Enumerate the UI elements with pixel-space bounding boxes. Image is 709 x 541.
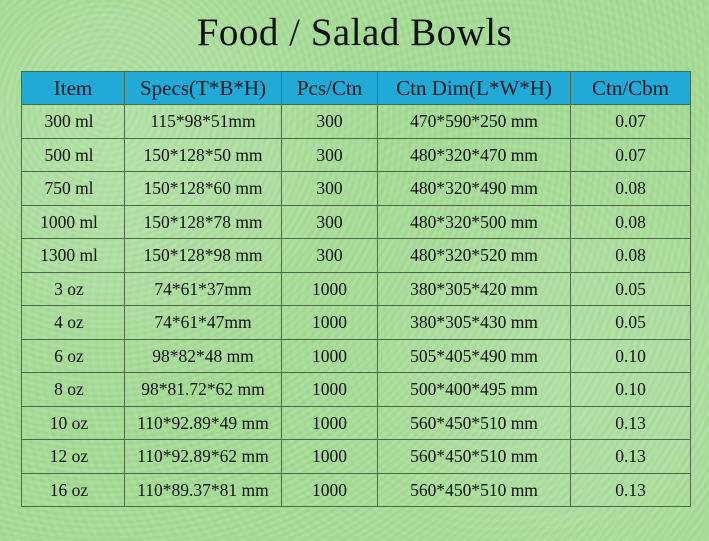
cell-ctn-dim: 480*320*470 mm <box>378 138 571 172</box>
cell-specs: 98*82*48 mm <box>125 339 282 373</box>
table-row <box>22 138 691 172</box>
cell-ctn-dim: 480*320*500 mm <box>378 205 571 239</box>
table-body <box>22 105 691 507</box>
cell-item: 8 oz <box>22 373 125 407</box>
cell-ctn-dim: 480*320*490 mm <box>378 172 571 206</box>
column-header-specs: Specs(T*B*H) <box>125 72 282 105</box>
column-header-ctn-dim: Ctn Dim(L*W*H) <box>378 72 571 105</box>
cell-item: 16 oz <box>22 473 125 507</box>
cell-specs: 110*89.37*81 mm <box>125 473 282 507</box>
cell-pcs-ctn: 1000 <box>282 473 378 507</box>
table-row <box>22 473 691 507</box>
cell-item: 6 oz <box>22 339 125 373</box>
cell-specs: 150*128*98 mm <box>125 239 282 273</box>
table-row <box>22 172 691 206</box>
cell-pcs-ctn: 1000 <box>282 339 378 373</box>
cell-ctn-cbm: 0.08 <box>571 172 691 206</box>
cell-ctn-cbm: 0.13 <box>571 473 691 507</box>
cell-specs: 74*61*47mm <box>125 306 282 340</box>
cell-ctn-cbm: 0.05 <box>571 272 691 306</box>
cell-ctn-dim: 505*405*490 mm <box>378 339 571 373</box>
cell-specs: 115*98*51mm <box>125 105 282 139</box>
cell-ctn-cbm: 0.10 <box>571 373 691 407</box>
cell-item: 1300 ml <box>22 239 125 273</box>
cell-pcs-ctn: 1000 <box>282 306 378 340</box>
cell-ctn-cbm: 0.13 <box>571 406 691 440</box>
cell-ctn-cbm: 0.10 <box>571 339 691 373</box>
table-row <box>22 205 691 239</box>
column-header-pcs-ctn: Pcs/Ctn <box>282 72 378 105</box>
cell-item: 3 oz <box>22 272 125 306</box>
column-header-ctn-cbm: Ctn/Cbm <box>571 72 691 105</box>
cell-item: 10 oz <box>22 406 125 440</box>
page-title: Food / Salad Bowls <box>196 11 513 54</box>
cell-specs: 74*61*37mm <box>125 272 282 306</box>
cell-ctn-cbm: 0.07 <box>571 138 691 172</box>
cell-pcs-ctn: 300 <box>282 205 378 239</box>
cell-ctn-dim: 380*305*430 mm <box>378 306 571 340</box>
cell-item: 4 oz <box>22 306 125 340</box>
cell-ctn-dim: 560*450*510 mm <box>378 473 571 507</box>
cell-ctn-dim: 480*320*520 mm <box>378 239 571 273</box>
cell-pcs-ctn: 300 <box>282 239 378 273</box>
table-row <box>22 373 691 407</box>
table-header-row <box>22 72 691 105</box>
table-row <box>22 440 691 474</box>
cell-ctn-cbm: 0.13 <box>571 440 691 474</box>
table-row <box>22 306 691 340</box>
cell-ctn-cbm: 0.08 <box>571 239 691 273</box>
cell-ctn-dim: 380*305*420 mm <box>378 272 571 306</box>
cell-ctn-dim: 560*450*510 mm <box>378 406 571 440</box>
cell-item: 1000 ml <box>22 205 125 239</box>
table-row <box>22 406 691 440</box>
cell-pcs-ctn: 1000 <box>282 373 378 407</box>
table-row <box>22 105 691 139</box>
cell-specs: 98*81.72*62 mm <box>125 373 282 407</box>
cell-ctn-dim: 500*400*495 mm <box>378 373 571 407</box>
cell-pcs-ctn: 300 <box>282 105 378 139</box>
column-header-item: Item <box>22 72 125 105</box>
cell-specs: 150*128*60 mm <box>125 172 282 206</box>
cell-item: 750 ml <box>22 172 125 206</box>
cell-pcs-ctn: 300 <box>282 172 378 206</box>
cell-pcs-ctn: 1000 <box>282 440 378 474</box>
cell-ctn-cbm: 0.08 <box>571 205 691 239</box>
table-row <box>22 239 691 273</box>
specs-table <box>21 71 691 507</box>
cell-specs: 150*128*78 mm <box>125 205 282 239</box>
table-row <box>22 272 691 306</box>
cell-ctn-dim: 560*450*510 mm <box>378 440 571 474</box>
cell-specs: 110*92.89*62 mm <box>125 440 282 474</box>
cell-item: 12 oz <box>22 440 125 474</box>
cell-pcs-ctn: 1000 <box>282 272 378 306</box>
cell-specs: 110*92.89*49 mm <box>125 406 282 440</box>
cell-pcs-ctn: 1000 <box>282 406 378 440</box>
cell-ctn-cbm: 0.05 <box>571 306 691 340</box>
cell-ctn-dim: 470*590*250 mm <box>378 105 571 139</box>
cell-pcs-ctn: 300 <box>282 138 378 172</box>
cell-item: 500 ml <box>22 138 125 172</box>
cell-item: 300 ml <box>22 105 125 139</box>
table-row <box>22 339 691 373</box>
cell-ctn-cbm: 0.07 <box>571 105 691 139</box>
cell-specs: 150*128*50 mm <box>125 138 282 172</box>
